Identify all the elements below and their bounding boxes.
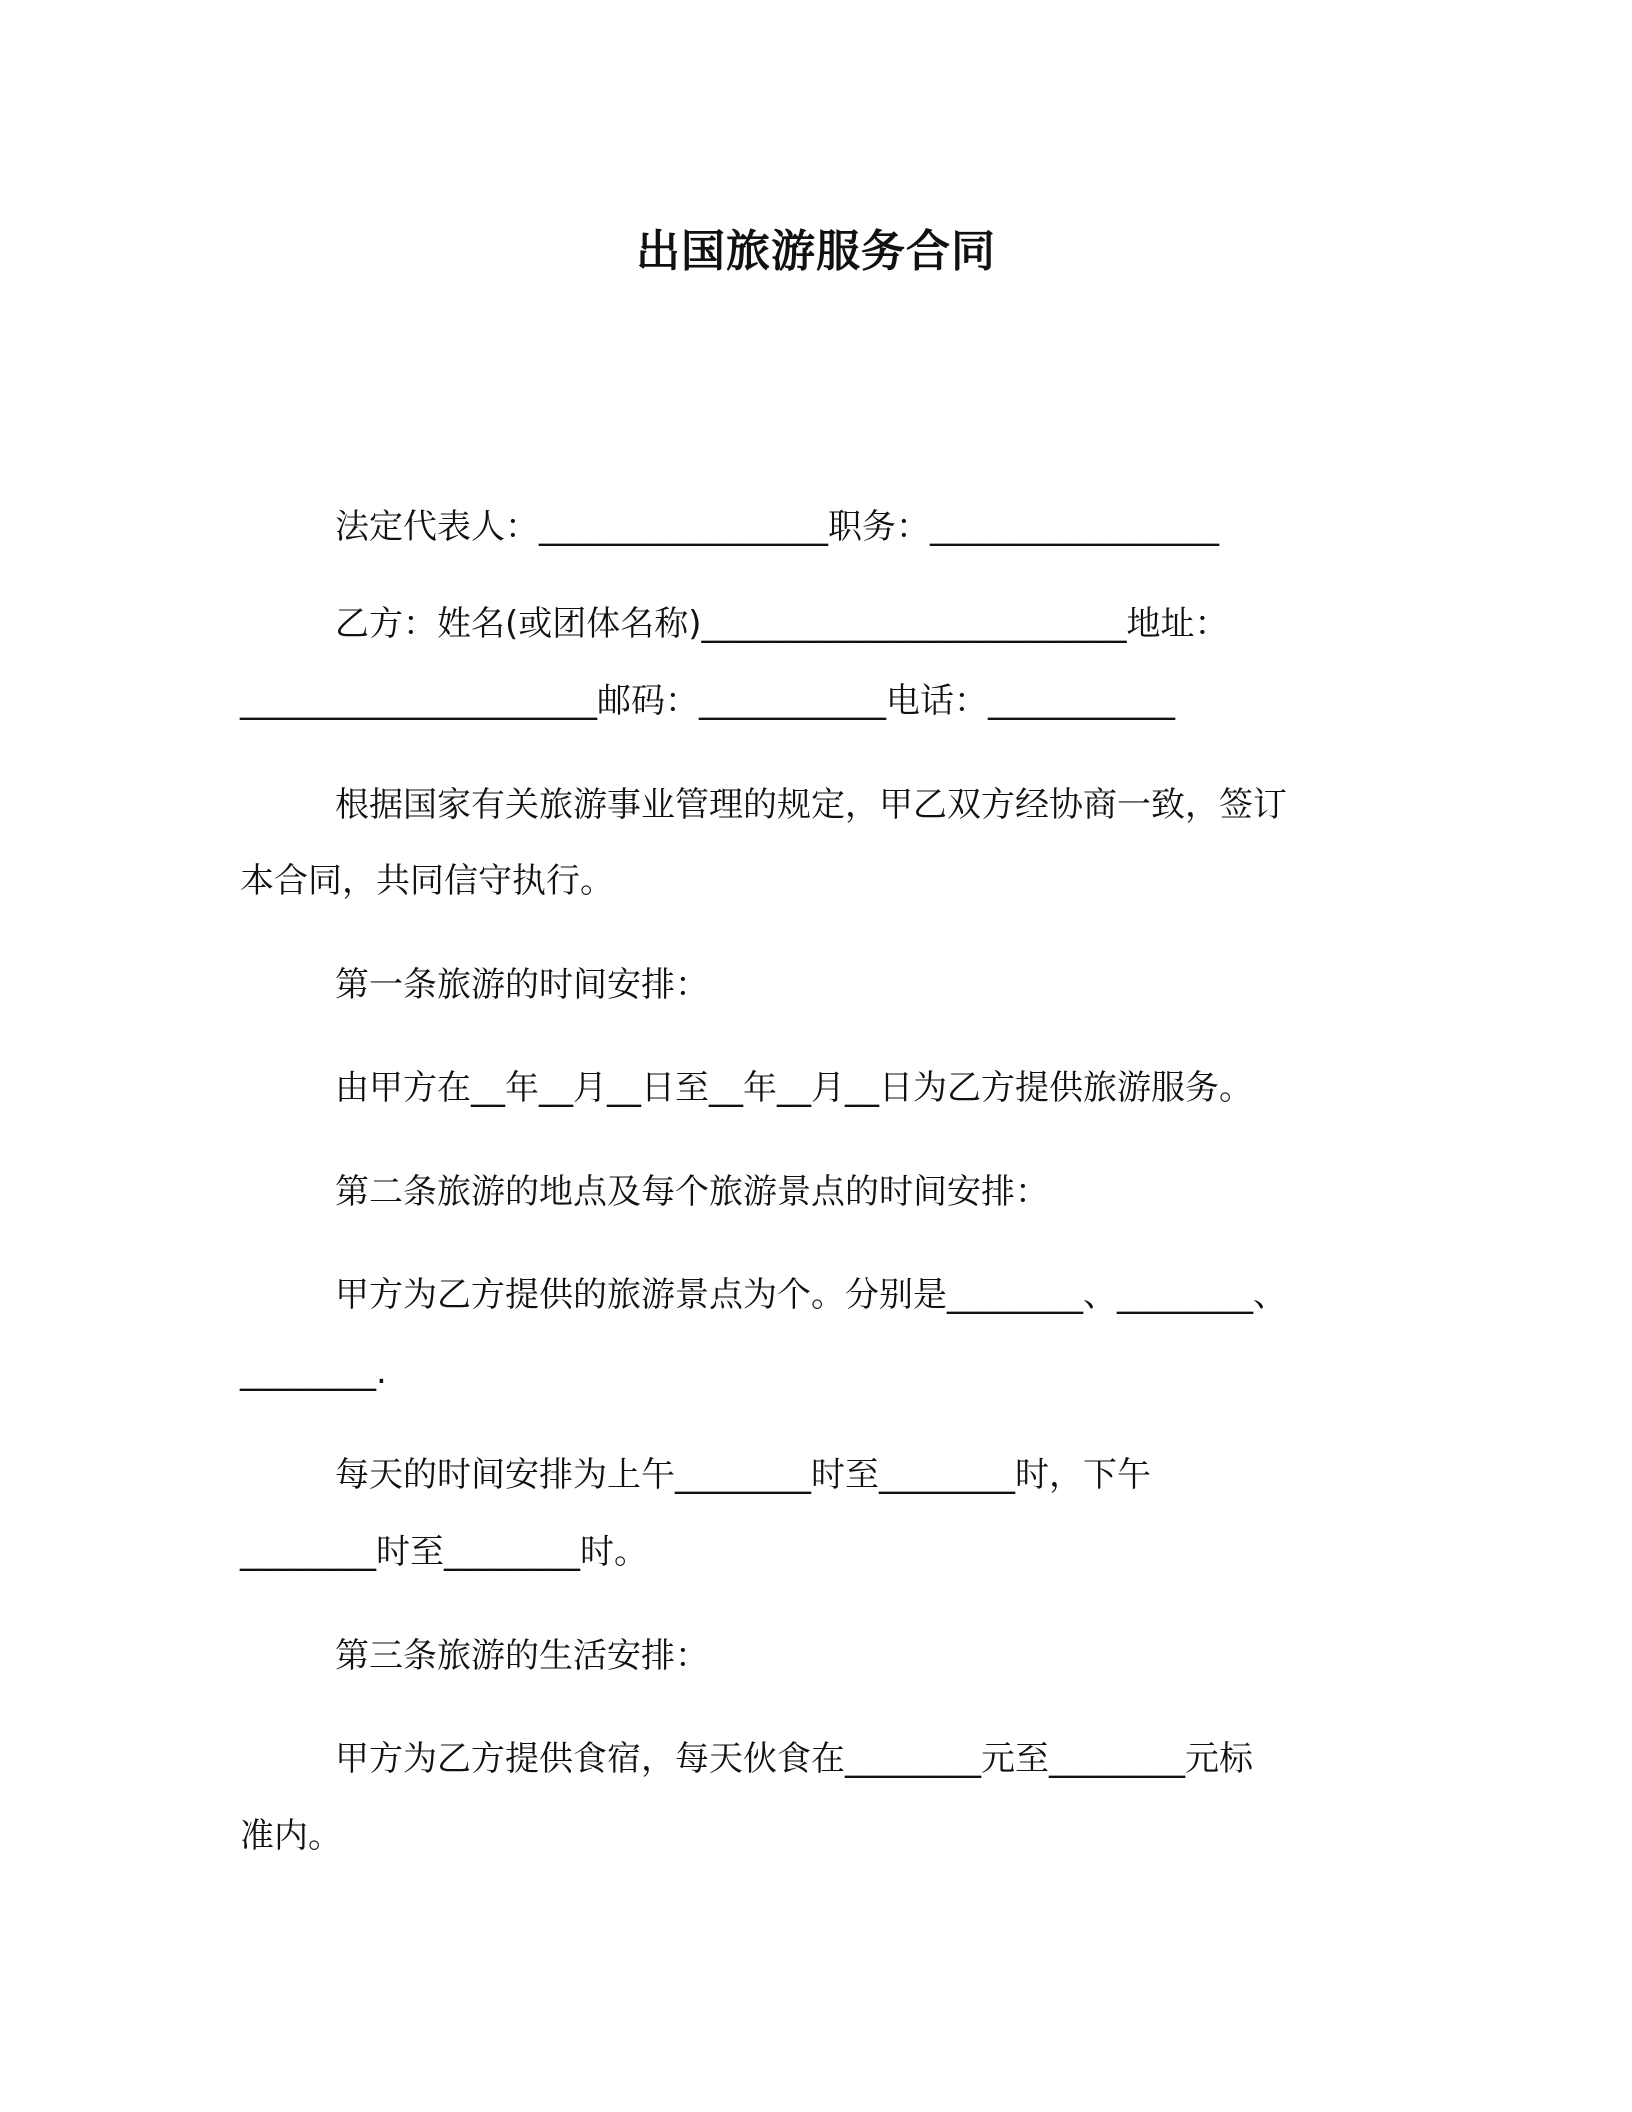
party-b-contact-line: _____________________邮码：___________电话：___________ — [240, 681, 1175, 721]
article-1-heading: 第一条旅游的时间安排： — [335, 965, 709, 1005]
article-2-body-line-2: ________. — [240, 1352, 387, 1392]
article-1-body: 由甲方在__年__月__日至__年__月__日为乙方提供旅游服务。 — [335, 1068, 1253, 1108]
preamble-line-2: 本合同，共同信守执行。 — [240, 861, 614, 901]
article-2-heading: 第二条旅游的地点及每个旅游景点的时间安排： — [335, 1172, 1049, 1212]
document-title: 出国旅游服务合同 — [636, 226, 996, 277]
party-b-name-line: 乙方：姓名(或团体名称)_________________________地址： — [335, 604, 1229, 644]
article-2-schedule-line-1: 每天的时间安排为上午________时至________时，下午 — [335, 1455, 1151, 1495]
legal-representative-line: 法定代表人：_________________职务：_________________ — [335, 507, 1219, 547]
preamble-line-1: 根据国家有关旅游事业管理的规定，甲乙双方经协商一致，签订 — [335, 785, 1287, 825]
article-2-body-line-1: 甲方为乙方提供的旅游景点为个。分别是________、________、 — [335, 1275, 1287, 1315]
article-3-body-line-1: 甲方为乙方提供食宿，每天伙食在________元至________元标 — [335, 1739, 1253, 1779]
article-3-body-line-2: 准内。 — [240, 1816, 342, 1856]
article-3-heading: 第三条旅游的生活安排： — [335, 1636, 709, 1676]
article-2-schedule-line-2: ________时至________时。 — [240, 1532, 648, 1572]
